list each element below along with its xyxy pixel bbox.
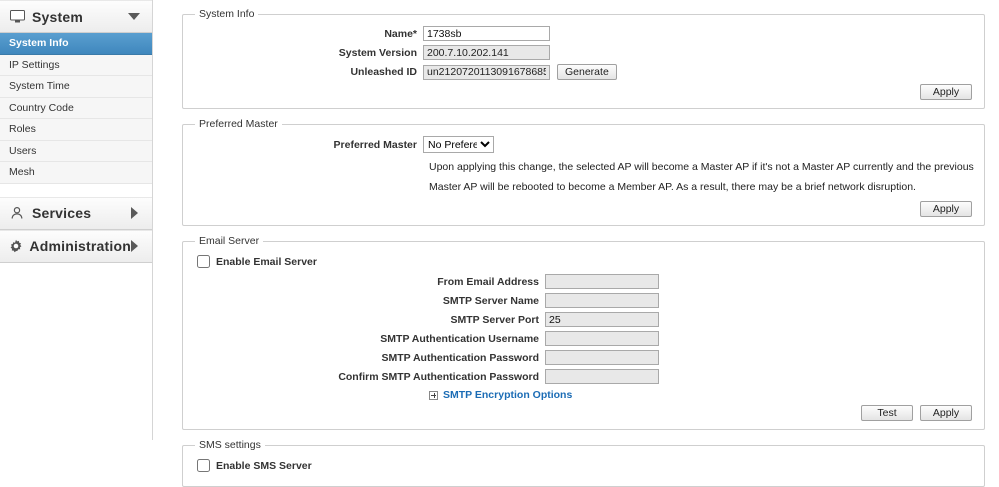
sidebar-item-users[interactable] xyxy=(0,141,152,163)
system-info-actions xyxy=(193,84,974,100)
panel-sms-settings xyxy=(182,439,985,487)
sidebar-divider-1 xyxy=(0,184,152,197)
sidebar-group-label: Administration xyxy=(29,238,131,254)
system-version-label: System Version xyxy=(338,46,417,59)
panel-system-info xyxy=(182,8,985,109)
system-info-apply-button[interactable]: Apply xyxy=(920,84,972,100)
preferred-master-label: Preferred Master xyxy=(333,138,417,151)
enable-email-server-checkbox[interactable] xyxy=(197,255,210,268)
panel-preferred-master xyxy=(182,118,985,226)
panel-email-server-legend: Email Server xyxy=(199,235,260,247)
sidebar-group-system[interactable] xyxy=(0,0,152,33)
sidebar-item-roles[interactable] xyxy=(0,119,152,141)
enable-sms-server-row xyxy=(195,459,974,472)
sidebar-item-label: Users xyxy=(9,144,37,157)
sidebar-item-country-code[interactable] xyxy=(0,98,152,120)
generate-button[interactable]: Generate xyxy=(557,64,617,80)
row-smtp-server-port xyxy=(193,312,974,327)
main-content xyxy=(153,0,999,472)
sidebar-item-label: Country Code xyxy=(9,101,74,114)
row-smtp-server-name xyxy=(193,293,974,308)
unleashed-id-label: Unleashed ID xyxy=(350,66,417,78)
smtp-server-port-label: SMTP Server Port xyxy=(450,313,539,326)
sidebar-group-administration[interactable] xyxy=(0,230,152,263)
row-name xyxy=(193,26,974,41)
smtp-auth-password-input[interactable] xyxy=(545,350,659,365)
preferred-master-apply-button[interactable]: Apply xyxy=(920,201,972,217)
panel-preferred-master-legend: Preferred Master xyxy=(199,118,278,130)
enable-email-server-row xyxy=(195,255,974,268)
row-smtp-auth-password xyxy=(193,350,974,365)
smtp-auth-username-label: SMTP Authentication Username xyxy=(380,332,539,345)
enable-email-server-label[interactable]: Enable Email Server xyxy=(216,255,317,268)
row-from-email-address xyxy=(193,274,974,289)
enable-sms-server-checkbox[interactable] xyxy=(197,459,210,472)
sidebar-group-services[interactable] xyxy=(0,197,152,230)
smtp-server-name-input[interactable] xyxy=(545,293,659,308)
sidebar-item-label: Mesh xyxy=(9,166,35,179)
expand-plus-icon[interactable] xyxy=(429,391,438,400)
preferred-master-select[interactable] xyxy=(423,136,494,153)
panel-system-info-legend: System Info xyxy=(199,8,255,20)
panel-email-server xyxy=(182,235,985,430)
name-input[interactable] xyxy=(423,26,550,41)
row-system-version xyxy=(193,45,974,60)
enable-sms-server-label[interactable]: Enable SMS Server xyxy=(216,459,312,472)
smtp-encryption-options-row[interactable] xyxy=(429,389,974,401)
confirm-smtp-auth-password-label: Confirm SMTP Authentication Password xyxy=(338,370,539,383)
unleashed-id-value xyxy=(423,65,550,80)
smtp-auth-username-input[interactable] xyxy=(545,331,659,346)
row-confirm-smtp-auth-password xyxy=(193,369,974,384)
sidebar-item-label: IP Settings xyxy=(9,58,60,71)
sidebar-item-label: Roles xyxy=(9,123,36,136)
smtp-server-port-input[interactable] xyxy=(545,312,659,327)
name-label: Name* xyxy=(384,27,417,40)
row-smtp-auth-username xyxy=(193,331,974,346)
smtp-encryption-options-link[interactable]: SMTP Encryption Options xyxy=(443,389,573,401)
preferred-master-note: Upon applying this change, the selected AP will become a Master AP if it's not a Master AP currently and the previous Master AP will be rebooted to become a Member AP. As a result, there may be a brief network disruption. xyxy=(429,161,974,193)
sidebar-item-ip-settings[interactable] xyxy=(0,55,152,77)
gear-icon xyxy=(8,237,23,255)
monitor-icon xyxy=(8,8,26,26)
sidebar xyxy=(0,0,153,440)
email-server-apply-button[interactable]: Apply xyxy=(920,405,972,421)
panel-sms-settings-legend: SMS settings xyxy=(199,439,261,451)
sidebar-item-label: System Info xyxy=(9,37,69,50)
chevron-right-icon[interactable] xyxy=(131,207,138,219)
chevron-down-icon[interactable] xyxy=(128,13,140,20)
email-server-test-button[interactable]: Test xyxy=(861,405,913,421)
smtp-server-name-label: SMTP Server Name xyxy=(442,294,539,307)
row-unleashed-id xyxy=(193,64,974,80)
preferred-master-actions xyxy=(193,201,974,217)
sidebar-item-label: System Time xyxy=(9,80,70,93)
services-icon xyxy=(8,204,26,222)
sidebar-item-mesh[interactable] xyxy=(0,162,152,184)
sidebar-group-label: Services xyxy=(32,205,92,221)
row-preferred-master xyxy=(193,136,974,153)
chevron-right-icon[interactable] xyxy=(131,240,138,252)
sidebar-item-system-time[interactable] xyxy=(0,76,152,98)
confirm-smtp-auth-password-input[interactable] xyxy=(545,369,659,384)
sidebar-item-system-info[interactable] xyxy=(0,33,152,55)
from-email-address-input[interactable] xyxy=(545,274,659,289)
from-email-address-label: From Email Address xyxy=(437,275,539,288)
email-server-actions xyxy=(193,405,974,421)
smtp-auth-password-label: SMTP Authentication Password xyxy=(381,351,539,364)
system-version-value xyxy=(423,45,550,60)
sidebar-group-label: System xyxy=(32,8,84,25)
